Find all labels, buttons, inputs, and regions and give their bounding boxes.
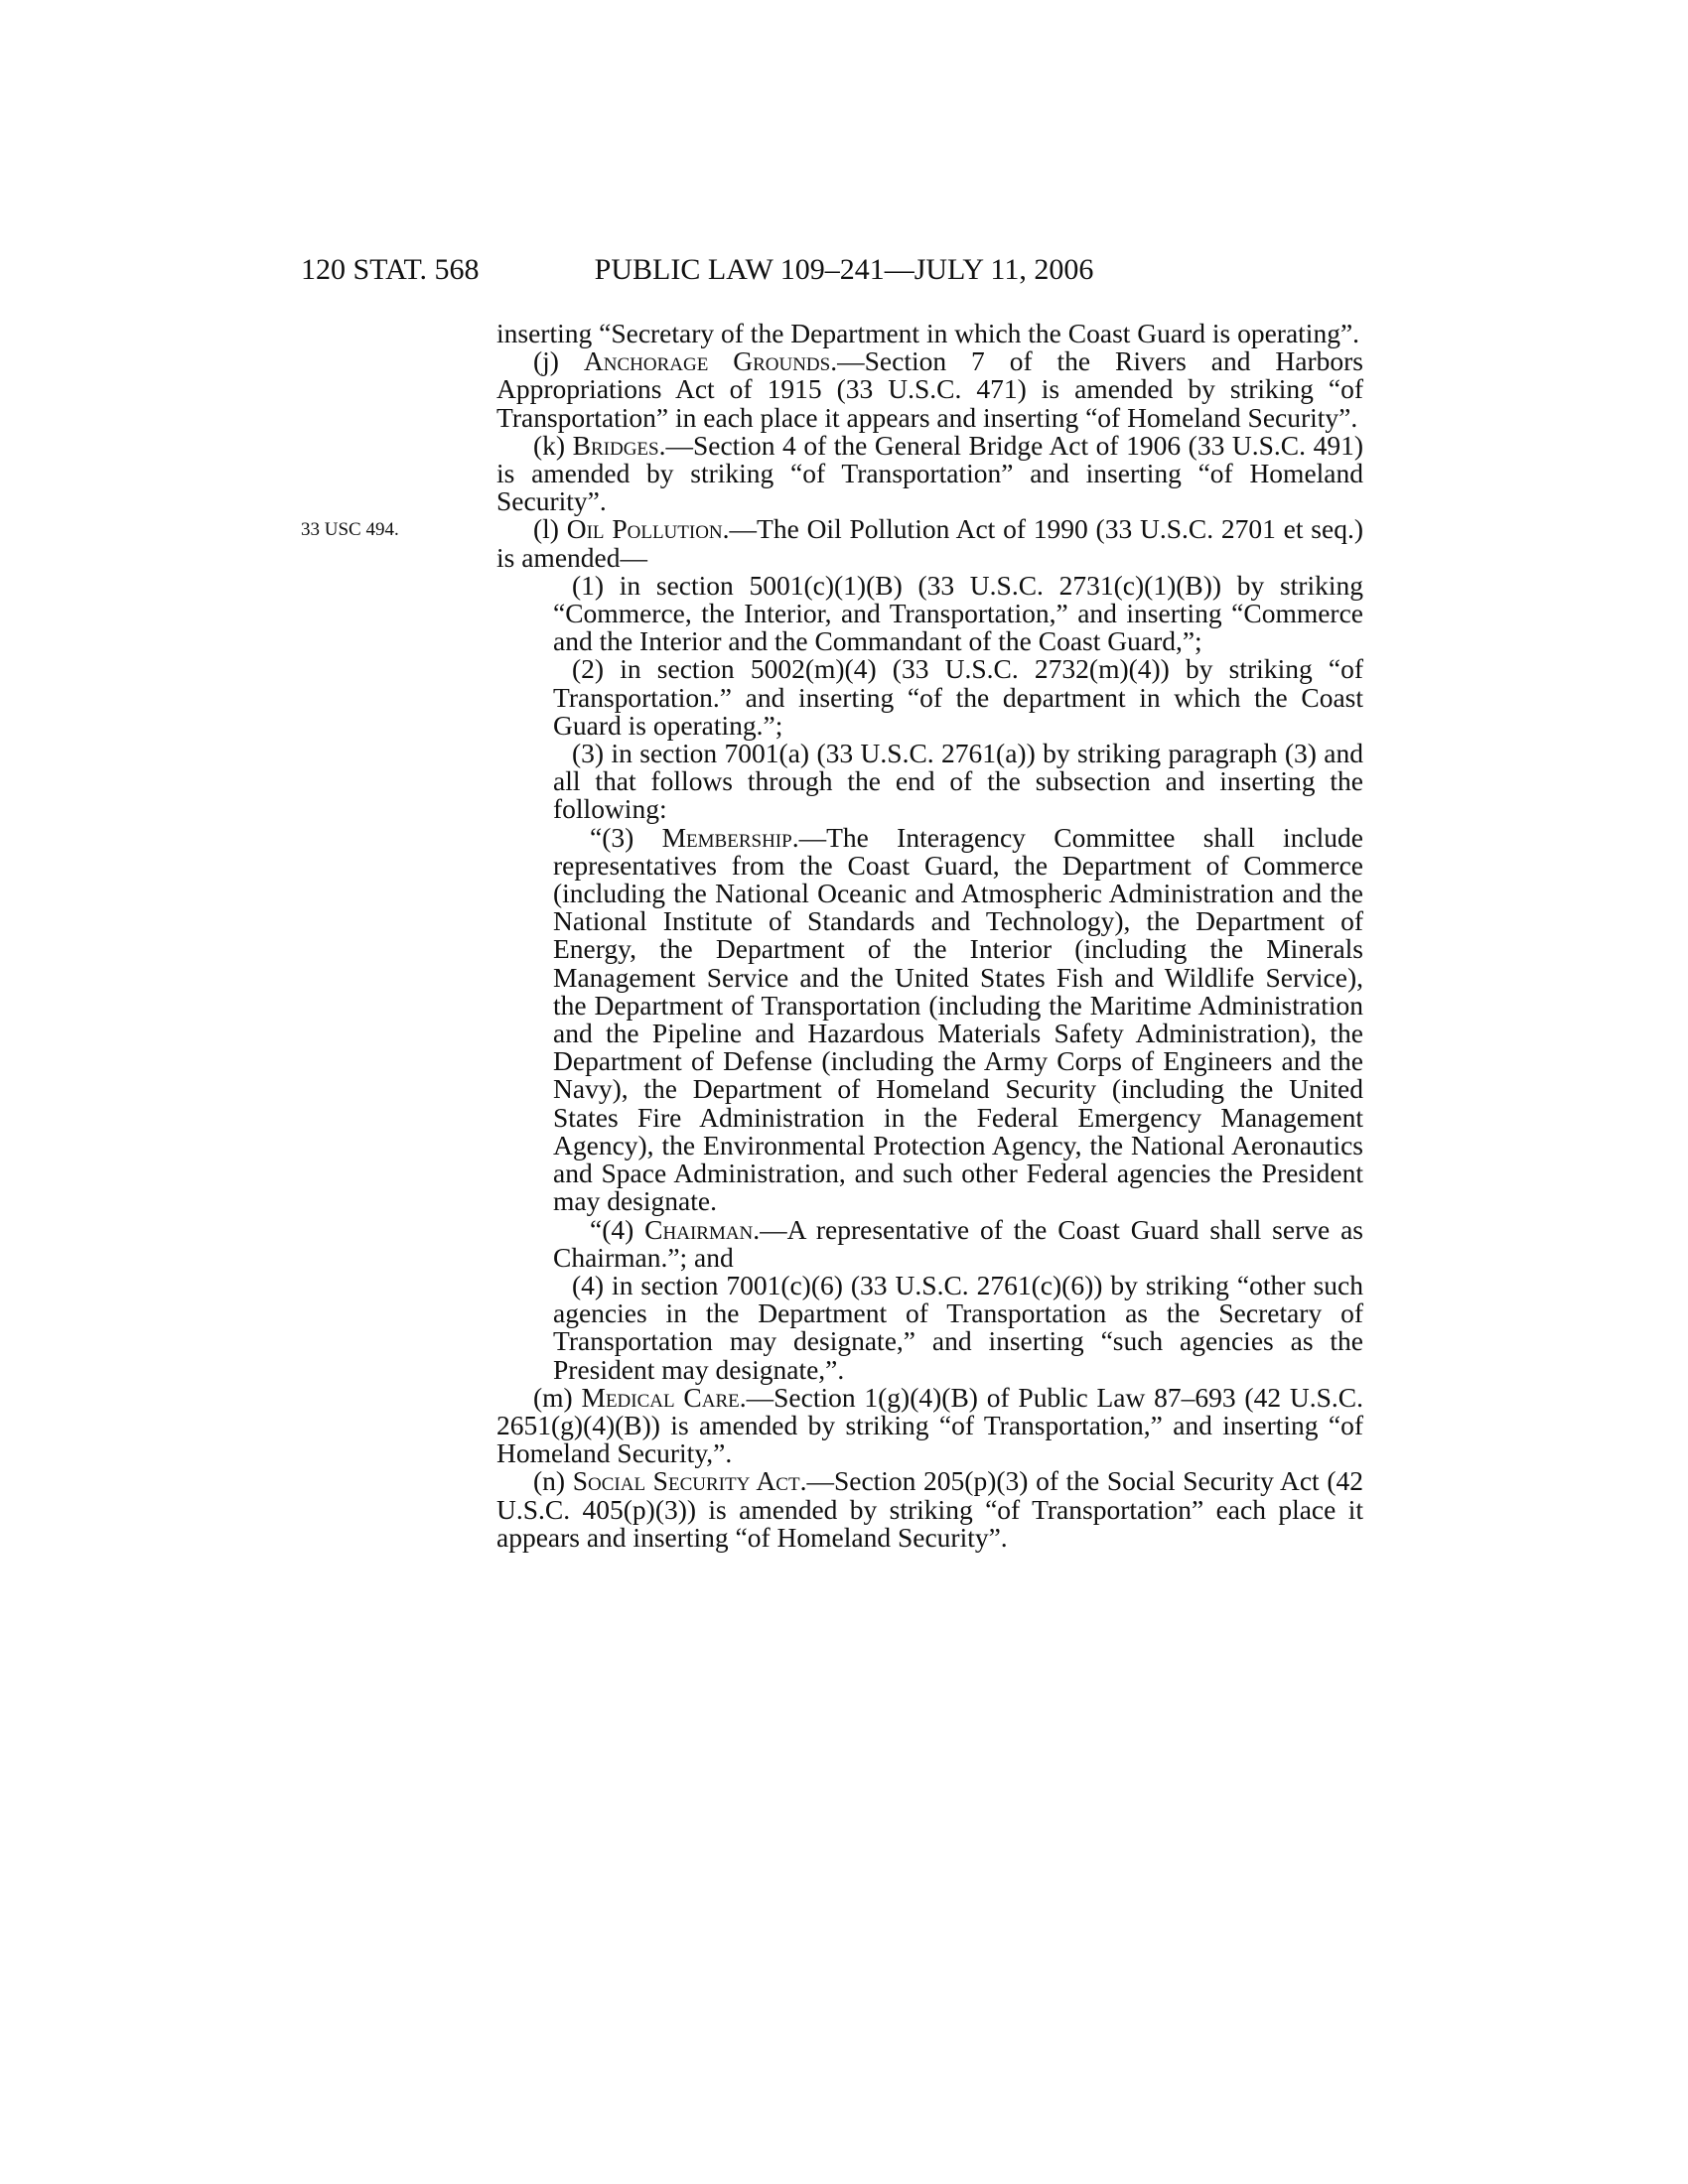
subsection-label: (m)	[533, 1381, 582, 1413]
statute-page-number: 120 STAT. 568	[301, 253, 480, 286]
subsection-label: (j)	[533, 345, 584, 377]
subsection-label: (l)	[533, 513, 567, 545]
page-header	[0, 250, 1688, 290]
paragraph-l3: (3) in section 7001(a) (33 U.S.C. 2761(a)) by striking paragraph (3) and all that follows through the end of the subsection and inserting the following:	[553, 738, 1363, 825]
subsection-label: (k)	[533, 429, 573, 461]
subsection-heading: Social Security Act	[572, 1465, 800, 1497]
subsection-text: .—Section 205(p)(3) of the Social Security Act (42 U.S.C. 405(p)(3)) is amended by striking “of Transportation” each place it appears and inserting “of Homeland Security”.	[496, 1465, 1363, 1553]
law-text	[496, 320, 1363, 1552]
subsection-m	[496, 1381, 1363, 1469]
subsection-heading: Anchorage Grounds	[583, 345, 831, 377]
paragraph-label: “(4)	[590, 1213, 645, 1245]
subsection-heading: Oil Pollution	[566, 513, 723, 545]
margin-citation: 33 USC 494.	[301, 519, 399, 540]
paragraph-text: .—A representative of the Coast Guard shall serve as Chairman.”; and	[553, 1213, 1363, 1273]
paragraph-l2: (2) in section 5002(m)(4) (33 U.S.C. 2732(m)(4)) by striking “of Transportation.” and inserting “of the department in which the Coast Guard is operating.”;	[553, 653, 1363, 741]
paragraph-l4: (4) in section 7001(c)(6) (33 U.S.C. 2761(c)(6)) by striking “other such agencies in the Department of Transportation as the Secretary of Transportation may designate,” and inserting “such agencies as the President may designate,”.	[553, 1269, 1363, 1385]
paragraph-heading: Membership	[661, 821, 792, 853]
quoted-paragraph-4	[496, 1213, 1363, 1273]
quoted-paragraph-3	[496, 821, 1363, 1217]
subsection-k	[496, 429, 1363, 517]
paragraph-text: .—The Interagency Committee shall include representatives from the Coast Guard, the Department of Commerce (including the National Oceanic and Atmospheric Administration and the National Institute of Standards and Technology), the Department of Energy, the Department of the Interior (including the Minerals Management Service and the United States Fish and Wildlife Service), the Department of Transportation (including the Maritime Administration and the Pipeline and Hazardous Materials Safety Administration), the Department of Defense (including the Army Corps of Engineers and the Navy), the Department of Homeland Security (including the United States Fire Administration in the Federal Emergency Management Agency), the Environmental Protection Agency, the National Aeronautics and Space Administration, and such other Federal agencies the President may designate.	[553, 821, 1363, 1217]
subsection-text: .—Section 4 of the General Bridge Act of 1906 (33 U.S.C. 491) is amended by striking “of Transportation” and inserting “of Homeland Security”.	[496, 429, 1363, 517]
subsection-text: .—The Oil Pollution Act of 1990 (33 U.S.C. 2701 et seq.) is amended—	[496, 513, 1363, 573]
subsection-l	[496, 515, 1363, 571]
subsection-heading: Bridges	[572, 429, 659, 461]
paragraph-heading: Chairman	[644, 1213, 754, 1245]
paragraph-continuation: inserting “Secretary of the Department in which the Coast Guard is operating”.	[496, 318, 1360, 348]
subsection-text: .—Section 7 of the Rivers and Harbors Appropriations Act of 1915 (33 U.S.C. 471) is amended by striking “of Transportation” in each place it appears and inserting “of Homeland Security”.	[496, 345, 1364, 433]
subsection-heading: Medical Care	[581, 1381, 740, 1413]
subsection-n	[496, 1467, 1363, 1552]
subsection-label: (n)	[533, 1465, 573, 1497]
paragraph-l1: (1) in section 5001(c)(1)(B) (33 U.S.C. 2731(c)(1)(B)) by striking “Commerce, the Interior, and Transportation,” and inserting “Commerce and the Interior and the Commandant of the Coast Guard,”;	[553, 569, 1363, 657]
subsection-j	[496, 347, 1363, 432]
subsection-text: .—Section 1(g)(4)(B) of Public Law 87–693 (42 U.S.C. 2651(g)(4)(B)) is amended by striking “of Transportation,” and inserting “of Homeland Security,”.	[496, 1381, 1363, 1469]
paragraph-label: “(3)	[590, 821, 662, 853]
page-title: PUBLIC LAW 109–241—JULY 11, 2006	[594, 253, 1094, 286]
